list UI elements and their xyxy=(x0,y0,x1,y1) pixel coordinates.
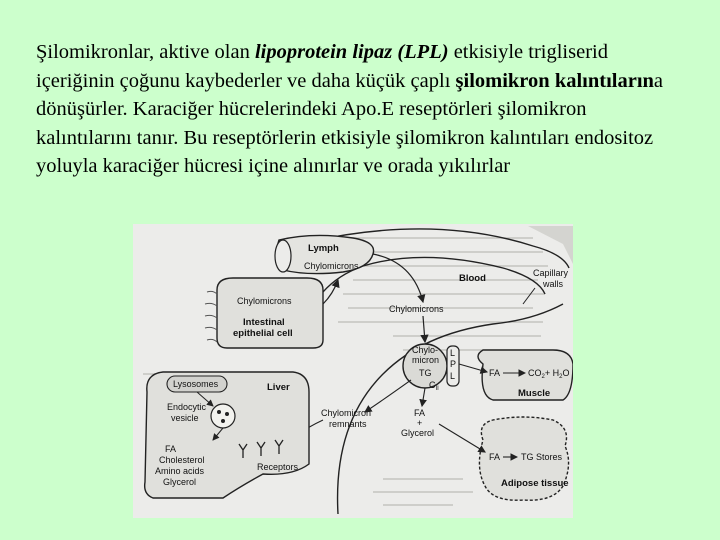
label-capillary-1: Capillary xyxy=(533,268,569,278)
label-blood: Blood xyxy=(459,273,486,284)
label-chylomicrons-blood: Chylomicrons xyxy=(389,304,444,314)
label-endocytic-2: vesicle xyxy=(171,413,199,423)
paragraph-lpl-term: lipoprotein lipaz (LPL) xyxy=(254,41,449,63)
label-liver: Liver xyxy=(267,382,290,393)
paragraph-text-1: Şilomikronlar, aktive olan xyxy=(36,41,255,63)
label-lpl-l2: L xyxy=(450,371,456,381)
label-muscle: Muscle xyxy=(518,388,551,399)
lymph-vessel-opening xyxy=(275,240,291,272)
label-lpl-p: P xyxy=(450,359,457,369)
label-cii: $C_{II}$ xyxy=(429,380,439,392)
endocytic-vesicle xyxy=(211,404,235,428)
label-lymph: Lymph xyxy=(308,243,339,254)
label-intestinal-2: epithelial cell xyxy=(233,328,293,339)
label-remnants-1: Chylomicron xyxy=(321,408,372,418)
slide-paragraph xyxy=(36,38,686,181)
label-co2-h2o: $CO_2+ H_2O$ xyxy=(528,368,570,380)
paragraph-remnant-term: şilomikron kalıntıların xyxy=(455,69,654,92)
label-tg-stores: TG Stores xyxy=(521,452,563,462)
label-fa-glycerol-2: + xyxy=(417,418,423,428)
label-fa-liver: FA xyxy=(165,444,177,454)
label-fa-glycerol-1: FA xyxy=(414,408,426,418)
label-chylo-1: Chylo- xyxy=(412,345,439,355)
paragraph-text-2: etkisiyle trigliserid içeriğinin çoğunu kaybederler ve daha küçük çaplı xyxy=(36,41,608,92)
label-lpl-l: L xyxy=(450,348,456,358)
chylomicron-metabolism-figure xyxy=(133,224,573,518)
label-fa-adipose: FA xyxy=(489,452,501,462)
label-adipose: Adipose tissue xyxy=(501,478,569,489)
label-intestinal-1: Intestinal xyxy=(243,317,285,328)
paragraph-text-3: a dönüşürler. Karaciğer hücrelerindeki Apo.E reseptörleri şilomikron kalıntılarını tanır. Bu reseptörlerin etkisiyle şilomikron kalıntıları endositoz yoluyla karaciğer hücresi içine alınırlar ve orada yıkılırlar xyxy=(36,69,664,177)
label-lysosomes: Lysosomes xyxy=(173,379,219,389)
label-capillary-2: walls xyxy=(543,279,564,289)
label-chylo-2: micron xyxy=(412,355,440,365)
label-chylomicrons-cell: Chylomicrons xyxy=(237,296,292,306)
label-remnants-2: remnants xyxy=(329,419,367,429)
label-amino: Amino acids xyxy=(155,466,205,476)
label-glycerol-liver: Glycerol xyxy=(163,477,197,487)
label-receptors: Receptors xyxy=(257,462,299,472)
label-chylomicrons-lymph: Chylomicrons xyxy=(304,261,359,271)
label-fa-glycerol-3: Glycerol xyxy=(401,428,435,438)
label-fa-muscle: FA xyxy=(489,368,501,378)
label-cholesterol: Cholesterol xyxy=(159,455,205,465)
label-tg: TG xyxy=(419,368,432,378)
label-endocytic-1: Endocytic xyxy=(167,402,207,412)
metabolism-diagram xyxy=(133,224,573,518)
